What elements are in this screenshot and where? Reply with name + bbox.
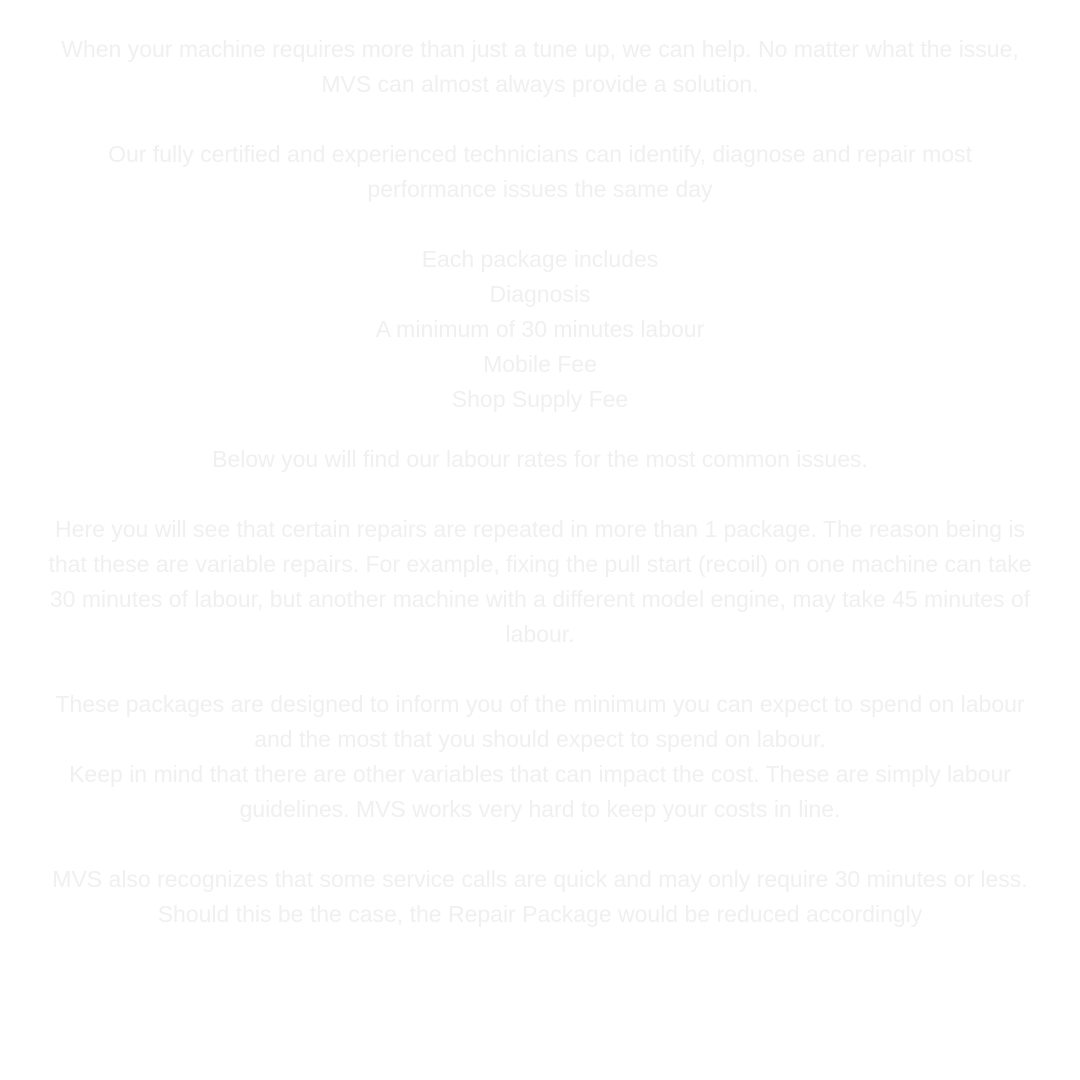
designed-line: guidelines. MVS works very hard to keep your costs in line. xyxy=(239,796,841,822)
designed-paragraph xyxy=(0,687,1080,827)
intro-line: When your machine requires more than just a tune up, we can help. No matter what the issue, xyxy=(61,36,1019,62)
spacer xyxy=(0,417,1080,442)
quick-line: Should this be the case, the Repair Package would be reduced accordingly xyxy=(157,901,923,927)
variable-line: 30 minutes of labour, but another machine with a different model engine, may take 45 minutes of xyxy=(49,586,1031,612)
variable-repairs-paragraph xyxy=(0,512,1080,652)
spacer xyxy=(0,477,1080,512)
intro-paragraph xyxy=(0,32,1080,102)
variable-line: that these are variable repairs. For example, fixing the pull start (recoil) on one machine can take xyxy=(48,551,1032,577)
intro-line: MVS can almost always provide a solution. xyxy=(321,71,759,97)
package-item: Diagnosis xyxy=(489,281,591,307)
variable-line: labour. xyxy=(505,621,575,647)
variable-line: Here you will see that certain repairs are repeated in more than 1 package. The reason being is xyxy=(55,516,1025,542)
rates-note-line: Below you will find our labour rates for the most common issues. xyxy=(212,446,868,472)
designed-line: and the most that you should expect to spend on labour. xyxy=(254,726,826,752)
package-item: Mobile Fee xyxy=(483,351,597,377)
spacer xyxy=(0,827,1080,862)
package-item: Shop Supply Fee xyxy=(451,386,629,412)
spacer xyxy=(0,207,1080,242)
package-item: A minimum of 30 minutes labour xyxy=(375,316,705,342)
technicians-paragraph xyxy=(0,137,1080,207)
quick-calls-paragraph xyxy=(0,862,1080,932)
spacer xyxy=(0,652,1080,687)
quick-line: MVS also recognizes that some service calls are quick and may only require 30 minutes or less. xyxy=(52,866,1028,892)
technicians-line: Our fully certified and experienced technicians can identify, diagnose and repair most xyxy=(108,141,972,167)
spacer xyxy=(0,102,1080,137)
package-heading: Each package includes xyxy=(421,246,659,272)
package-items-list xyxy=(0,277,1080,417)
package-includes xyxy=(0,242,1080,417)
technicians-line: performance issues the same day xyxy=(367,176,713,202)
rates-note xyxy=(0,442,1080,477)
designed-line: These packages are designed to inform you of the minimum you can expect to spend on labour xyxy=(55,691,1025,717)
designed-line: Keep in mind that there are other variables that can impact the cost. These are simply labour xyxy=(69,761,1011,787)
